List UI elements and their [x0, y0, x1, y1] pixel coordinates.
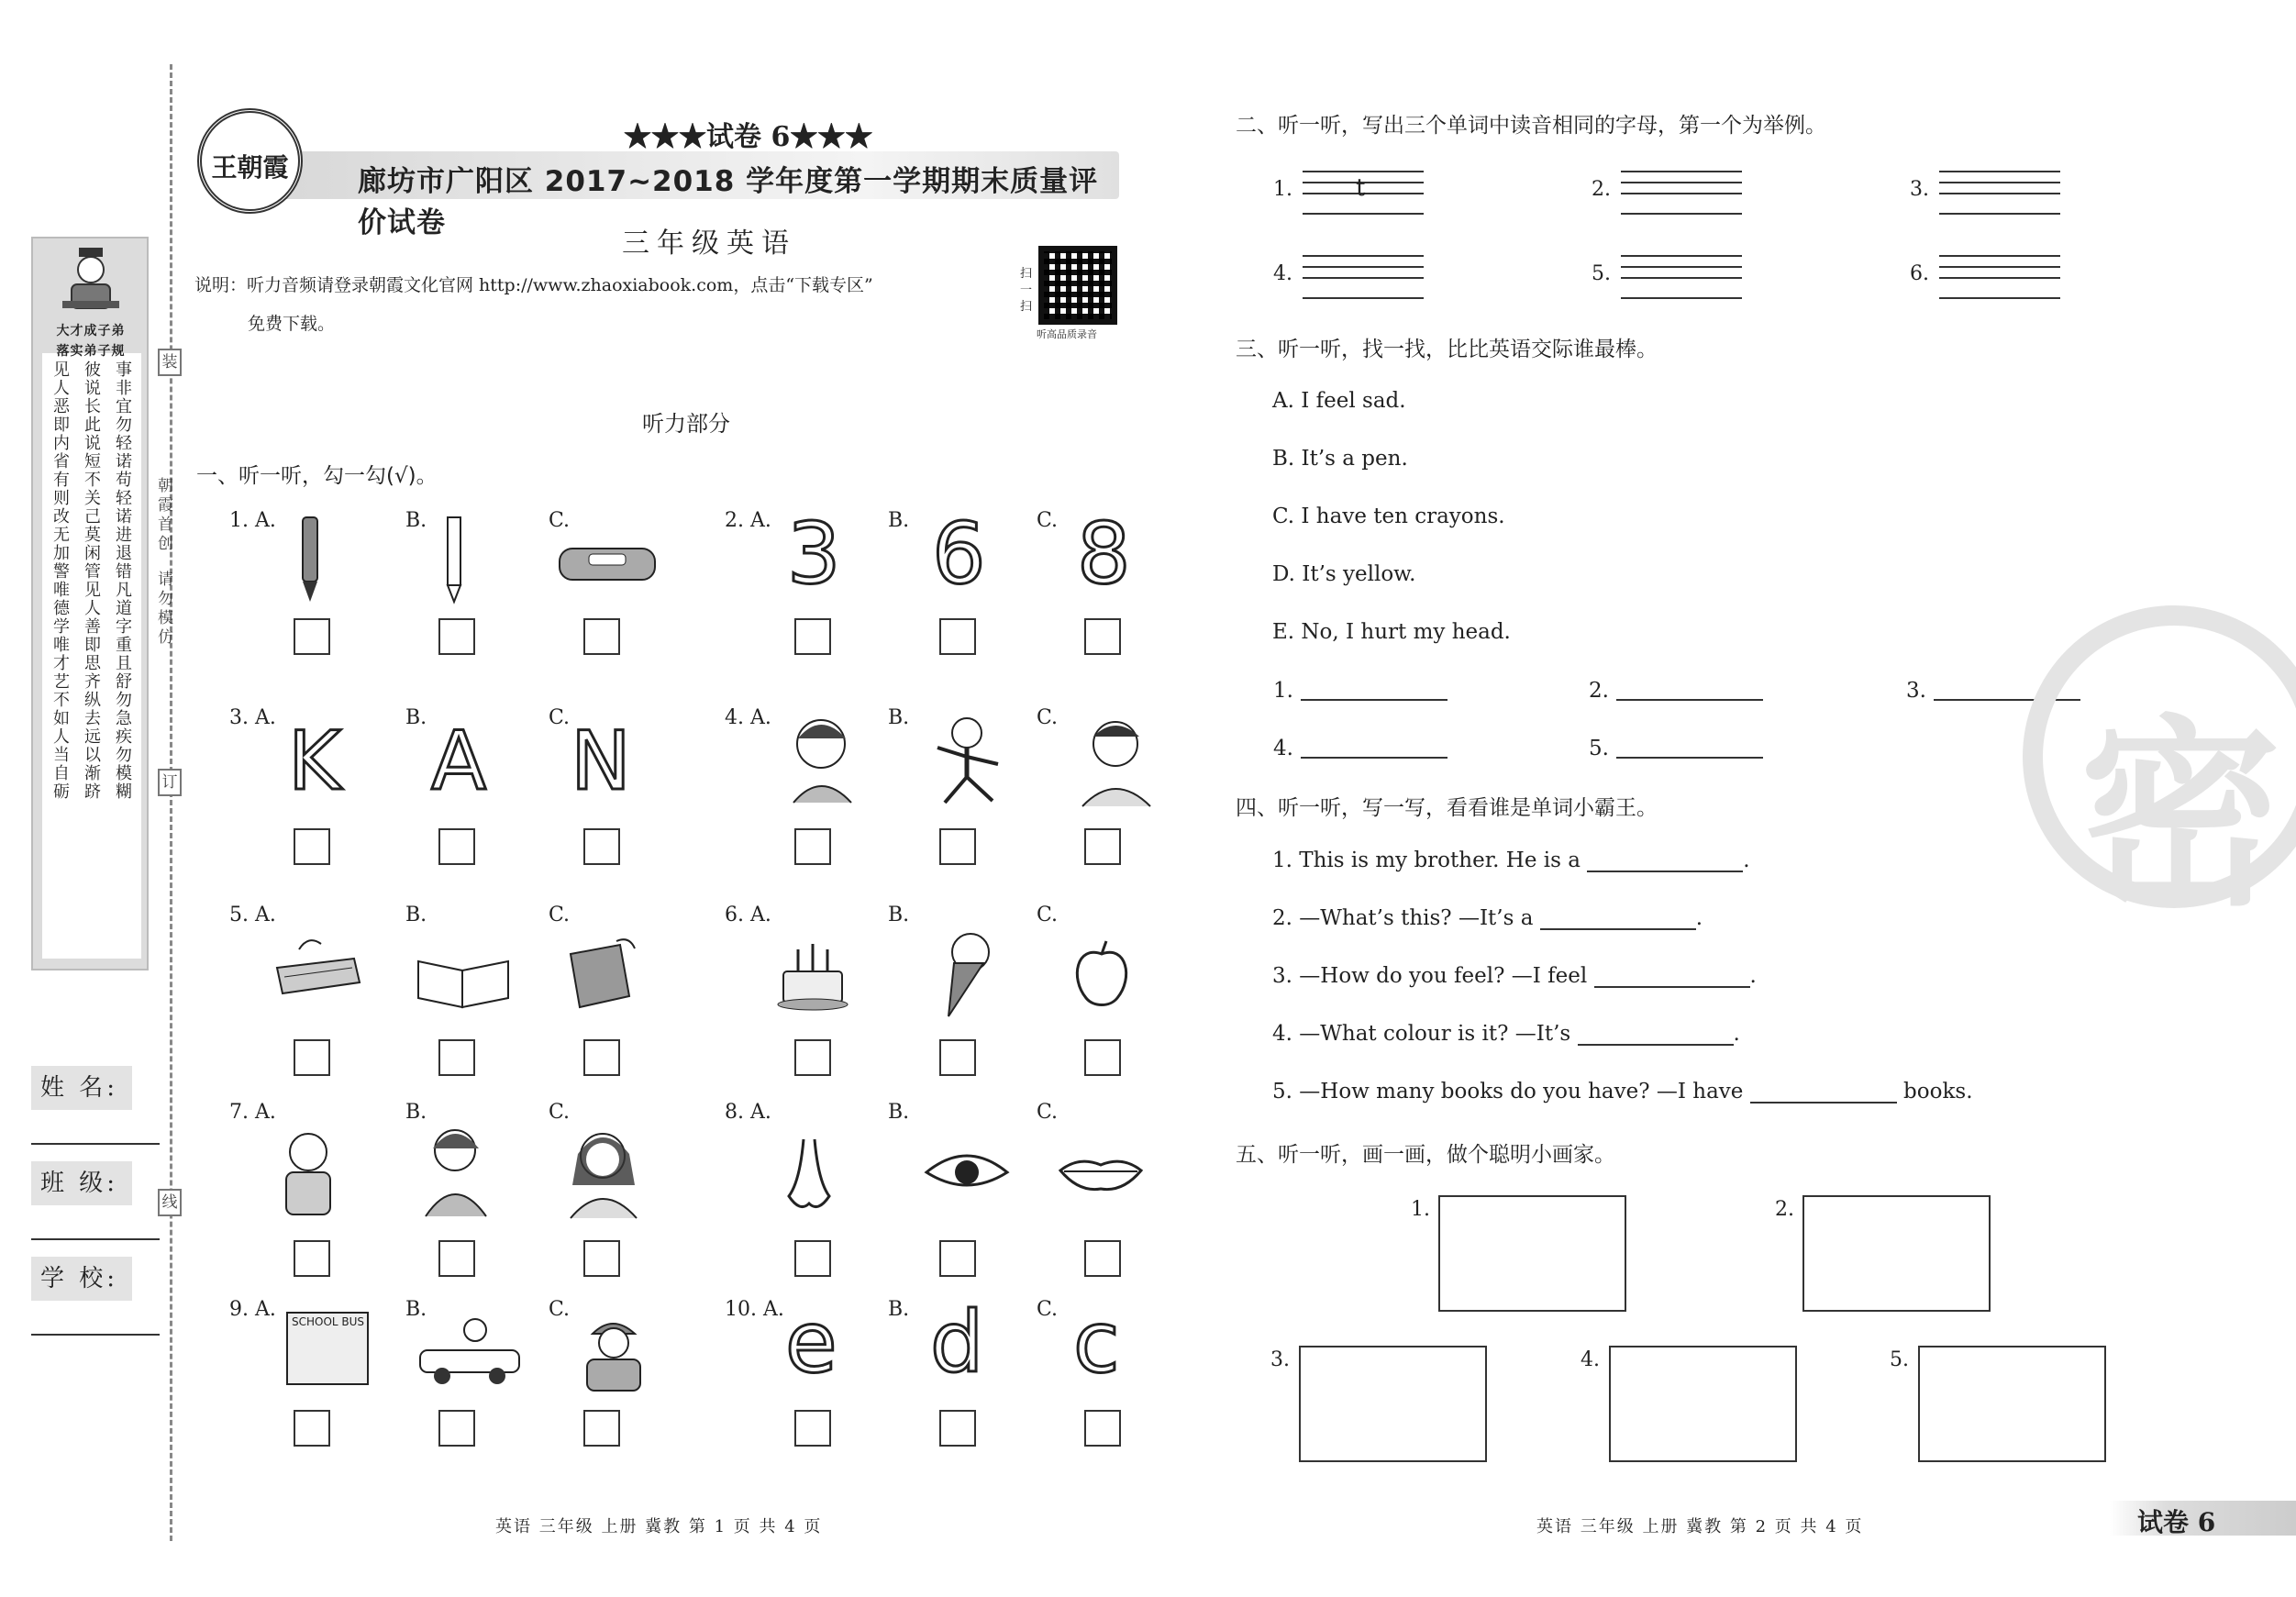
q1-option-label: C. [549, 904, 571, 926]
q1-option-label: B. [405, 509, 427, 532]
q1-option-label: B. [405, 904, 427, 926]
q2-guide-line [1939, 255, 2060, 257]
q1-option-label: C. [1037, 1298, 1059, 1321]
boy-running-icon [923, 711, 1010, 812]
q5-num-1: 1. [1411, 1198, 1430, 1221]
q5-num-2: 2. [1775, 1198, 1794, 1221]
q4-s3-end: . [1749, 964, 1757, 988]
q2-guide-line [1303, 277, 1424, 279]
q2-number: 6. [1910, 262, 1929, 285]
q1-checkbox[interactable] [1084, 828, 1121, 865]
q4-sentence-2 [1272, 906, 1703, 930]
q2-writing-lines[interactable] [1621, 255, 1742, 301]
q1-option-label: C. [549, 1298, 571, 1321]
q1-checkbox[interactable] [939, 618, 976, 655]
q2-writing-lines[interactable] [1621, 171, 1742, 216]
badge-text: 王朝霞 [211, 152, 289, 183]
worker-icon [572, 1310, 655, 1392]
q2-number: 2. [1592, 178, 1611, 201]
q3-answer-number: 1. [1273, 679, 1293, 703]
q2-guide-line [1303, 171, 1424, 172]
q1-option-label: 8. A. [725, 1101, 771, 1124]
birthday-cake-icon [774, 931, 851, 1014]
q5-draw-box-1[interactable] [1438, 1195, 1626, 1312]
q2-writing-lines[interactable] [1303, 255, 1424, 301]
q2-guide-line [1621, 193, 1742, 194]
q3-option-d: D. It’s yellow. [1272, 562, 1416, 586]
school-field[interactable] [31, 1334, 160, 1336]
q1-option-label: C. [549, 706, 571, 729]
instructions-line-2: 免费下载。 [248, 314, 336, 334]
q3-answer-number: 5. [1589, 737, 1609, 760]
q4-sentence-4 [1272, 1022, 1740, 1046]
scroll-text-panel [42, 353, 141, 959]
subject-title: 三年级英语 [622, 227, 796, 260]
q1-checkbox[interactable] [939, 828, 976, 865]
q5-num-3: 3. [1270, 1348, 1290, 1371]
q3-option-c: C. I have ten crayons. [1272, 505, 1505, 528]
q1-option-label: 9. A. [229, 1298, 276, 1321]
class-field[interactable] [31, 1238, 160, 1240]
q4-sentence-1 [1272, 848, 1750, 872]
q3-option-b: B. It’s a pen. [1272, 447, 1408, 471]
nose-icon [782, 1136, 837, 1218]
q1-checkbox[interactable] [939, 1410, 976, 1447]
q1-checkbox[interactable] [1084, 1240, 1121, 1277]
q4-blank-2[interactable] [1540, 908, 1696, 930]
q1-option-label: 3. A. [229, 706, 276, 729]
name-field[interactable] [31, 1143, 160, 1145]
q4-s1-end: . [1743, 848, 1750, 872]
q2-number: 5. [1592, 262, 1611, 285]
q1-option-label: 2. A. [725, 509, 771, 532]
qr-code[interactable] [1038, 246, 1117, 325]
class-label: 班 级: [31, 1161, 132, 1205]
mother-icon [418, 1121, 492, 1220]
pencil-icon [440, 514, 468, 605]
digit-3: 3 [787, 505, 841, 603]
q2-guide-line [1621, 297, 1742, 299]
paper-tag-text: 试卷 6 [2137, 1507, 2216, 1537]
q2-guide-line [1939, 213, 2060, 215]
q4-s4-end: . [1733, 1022, 1740, 1046]
eye-icon [923, 1148, 1011, 1194]
q1-option-label: 7. A. [229, 1101, 276, 1124]
motto-line-2: 落实弟子规 [56, 344, 126, 359]
instructions-line-1: 说明：听力音频请登录朝霞文化官网 http://www.zhaoxiabook.com，点击“下载专区” [194, 275, 873, 295]
q1-checkbox[interactable] [583, 618, 620, 655]
q2-guide-line [1303, 297, 1424, 299]
q1-checkbox[interactable] [1084, 1039, 1121, 1076]
q2-guide-line [1303, 266, 1424, 268]
letter-k: K [288, 714, 341, 808]
q2-title: 二、听一听，写出三个单词中读音相同的字母，第一个为举例。 [1236, 114, 1826, 138]
q3-answer-number: 2. [1589, 679, 1609, 703]
q1-option-label: 1. A. [229, 509, 276, 532]
watermark-glyph: 密 [2080, 698, 2282, 933]
name-label: 姓 名: [31, 1066, 132, 1110]
q4-blank-3[interactable] [1594, 966, 1750, 988]
exam-title: 廊坊市广阳区 2017~2018 学年度第一学期期末质量评价试卷 [358, 165, 1099, 239]
qr-side-text: 扫一扫 [1020, 267, 1033, 314]
q4-s4-text: 4. —What colour is it? —It’s [1272, 1022, 1571, 1046]
open-pencil-box-icon [272, 931, 363, 1004]
digit-6: 6 [932, 505, 986, 603]
q2-guide-line [1621, 213, 1742, 215]
q2-guide-line [1939, 182, 2060, 183]
q5-title: 五、听一听，画一画，做个聪明小画家。 [1236, 1143, 1615, 1167]
footer-page-2: 英语 三年级 上册 冀教 第 2 页 共 4 页 [1536, 1517, 1864, 1536]
q3-answer-number: 4. [1273, 737, 1293, 760]
q1-checkbox[interactable] [294, 1039, 330, 1076]
closed-book-icon [561, 936, 644, 1014]
letter-a: A [431, 714, 487, 808]
q2-guide-line [1939, 266, 2060, 268]
q2-guide-line [1621, 171, 1742, 172]
q1-option-label: C. [1037, 904, 1059, 926]
mouth-icon [1057, 1152, 1145, 1192]
instructions [194, 266, 873, 343]
q4-s3-text: 3. —How do you feel? —I feel [1272, 964, 1588, 988]
q2-guide-line [1939, 297, 2060, 299]
scroll-column-3: 事非宜勿轻诺苟轻诺进退错凡道字重且舒勿急疾勿模糊 [113, 360, 132, 801]
q1-checkbox[interactable] [794, 1039, 831, 1076]
q5-draw-box-2[interactable] [1802, 1195, 1991, 1312]
letter-n: N [571, 714, 631, 808]
q1-checkbox[interactable] [583, 1240, 620, 1277]
listening-section-title: 听力部分 [642, 411, 730, 437]
cut-mark-1: 装 [158, 349, 182, 376]
q4-s2-text: 2. —What’s this? —It’s a [1272, 906, 1534, 930]
q1-checkbox[interactable] [794, 1410, 831, 1447]
q1-checkbox[interactable] [438, 828, 475, 865]
q2-guide-line [1939, 193, 2060, 194]
q3-answer-blank[interactable] [1616, 699, 1763, 701]
q1-option-label: C. [1037, 706, 1059, 729]
ice-cream-icon [934, 928, 998, 1020]
q3-answer-blank[interactable] [1616, 757, 1763, 759]
girl-icon [561, 1121, 644, 1220]
q2-guide-line [1939, 171, 2060, 172]
q4-blank-1[interactable] [1587, 850, 1743, 872]
q1-checkbox[interactable] [794, 1240, 831, 1277]
q3-option-e: E. No, I hurt my head. [1272, 620, 1511, 644]
binding-dash-line [170, 64, 172, 1541]
q2-example-letter: t [1356, 174, 1366, 202]
q4-sentence-5 [1272, 1080, 1973, 1103]
q1-checkbox[interactable] [939, 1240, 976, 1277]
school-label: 学 校: [31, 1257, 132, 1301]
q4-sentence-3 [1272, 964, 1757, 988]
q5-draw-box-5[interactable] [1918, 1346, 2106, 1462]
q2-guide-line [1303, 255, 1424, 257]
q1-option-label: B. [888, 1101, 910, 1124]
q4-blank-5[interactable] [1750, 1081, 1897, 1103]
letter-d: d [930, 1293, 984, 1392]
scroll-column-1: 见人恶即内省有则改无加警唯德学唯才艺不如人当自砺 [50, 360, 70, 801]
school-bus-text: SCHOOL BUS [292, 1315, 365, 1328]
paper-number: ★★★试卷 6★★★ [624, 121, 873, 153]
girl-sad-icon [780, 711, 867, 812]
q1-checkbox[interactable] [294, 1410, 330, 1447]
q2-guide-line [1621, 255, 1742, 257]
q1-option-label: C. [1037, 1101, 1059, 1124]
digit-8: 8 [1077, 505, 1131, 603]
side-note-2: 请勿模仿 [154, 571, 172, 648]
q1-option-label: 5. A. [229, 904, 276, 926]
q4-s5-end: books. [1903, 1080, 1973, 1103]
q1-option-label: C. [549, 1101, 571, 1124]
school-bus-icon [286, 1312, 369, 1385]
police-car-icon [415, 1314, 525, 1389]
q1-checkbox[interactable] [438, 1240, 475, 1277]
boy-thinking-icon [1073, 711, 1156, 812]
q5-draw-box-4[interactable] [1609, 1346, 1797, 1462]
confidential-watermark [2023, 605, 2296, 933]
cut-mark-2: 订 [158, 769, 182, 796]
q4-s5-text: 5. —How many books do you have? —I have [1272, 1080, 1744, 1103]
q1-option-label: B. [888, 904, 910, 926]
q1-checkbox[interactable] [438, 618, 475, 655]
q1-checkbox[interactable] [294, 1240, 330, 1277]
q1-checkbox[interactable] [1084, 1410, 1121, 1447]
pencil-box-icon [556, 541, 659, 587]
pen-icon [292, 514, 328, 605]
q2-guide-line [1303, 213, 1424, 215]
letter-c: c [1073, 1293, 1120, 1392]
q1-checkbox[interactable] [1084, 618, 1121, 655]
q1-option-label: 4. A. [725, 706, 771, 729]
q1-checkbox[interactable] [294, 828, 330, 865]
q1-checkbox[interactable] [583, 828, 620, 865]
q3-answer-blank[interactable] [1301, 757, 1447, 759]
q1-option-label: B. [405, 1298, 427, 1321]
scholar-icon [59, 246, 123, 315]
q1-option-label: B. [405, 706, 427, 729]
motto-line-1: 大才成子弟 [56, 324, 126, 338]
qr-caption: 听高品质录音 [1037, 328, 1097, 340]
q1-checkbox[interactable] [583, 1410, 620, 1447]
side-note-1: 朝霞首创 [154, 477, 172, 554]
q4-blank-4[interactable] [1578, 1024, 1734, 1046]
q3-title: 三、听一听，找一找，比比英语交际谁最棒。 [1236, 338, 1658, 361]
q2-guide-line [1621, 182, 1742, 183]
q1-checkbox[interactable] [438, 1410, 475, 1447]
q1-option-label: B. [888, 509, 910, 532]
scroll-column-2: 彼说长此说短不关己莫闲管见人善即思齐纵去远以渐跻 [82, 360, 101, 801]
q1-title: 一、听一听，勾一勾(√)。 [196, 464, 438, 488]
q3-answer-blank[interactable] [1301, 699, 1447, 701]
paper-tag [2110, 1501, 2296, 1536]
q4-title: 四、听一听，写一写，看看谁是单词小霸王。 [1236, 796, 1658, 820]
open-book-icon [413, 943, 514, 1012]
q1-option-label: B. [888, 1298, 910, 1321]
q3-answer-number: 3. [1906, 679, 1926, 703]
q2-guide-line [1939, 277, 2060, 279]
q4-s2-end: . [1695, 906, 1703, 930]
q2-number: 4. [1273, 262, 1292, 285]
q2-number: 1. [1273, 178, 1292, 201]
q2-guide-line [1621, 266, 1742, 268]
grandpa-icon [272, 1126, 345, 1218]
q1-checkbox[interactable] [583, 1039, 620, 1076]
q1-checkbox[interactable] [794, 618, 831, 655]
q1-option-label: C. [549, 509, 571, 532]
q1-option-label: 6. A. [725, 904, 771, 926]
q2-guide-line [1621, 277, 1742, 279]
publisher-badge [197, 108, 303, 214]
q2-number: 3. [1910, 178, 1929, 201]
q5-num-5: 5. [1890, 1348, 1909, 1371]
q1-option-label: C. [1037, 509, 1059, 532]
q5-num-4: 4. [1581, 1348, 1600, 1371]
cut-mark-3: 线 [158, 1189, 182, 1216]
q1-checkbox[interactable] [294, 618, 330, 655]
q1-option-label: B. [888, 706, 910, 729]
letter-e: e [785, 1293, 837, 1392]
q2-writing-lines[interactable] [1939, 171, 2060, 216]
q1-checkbox[interactable] [939, 1039, 976, 1076]
q5-draw-box-3[interactable] [1299, 1346, 1487, 1462]
q3-option-a: A. I feel sad. [1272, 389, 1406, 413]
q4-s1-text: 1. This is my brother. He is a [1272, 848, 1581, 872]
q1-option-label: 10. A. [725, 1298, 784, 1321]
q1-checkbox[interactable] [794, 828, 831, 865]
q1-checkbox[interactable] [438, 1039, 475, 1076]
q2-writing-lines[interactable] [1939, 255, 2060, 301]
apple-icon [1068, 937, 1136, 1011]
q1-option-label: B. [405, 1101, 427, 1124]
footer-page-1: 英语 三年级 上册 冀教 第 1 页 共 4 页 [495, 1517, 823, 1536]
